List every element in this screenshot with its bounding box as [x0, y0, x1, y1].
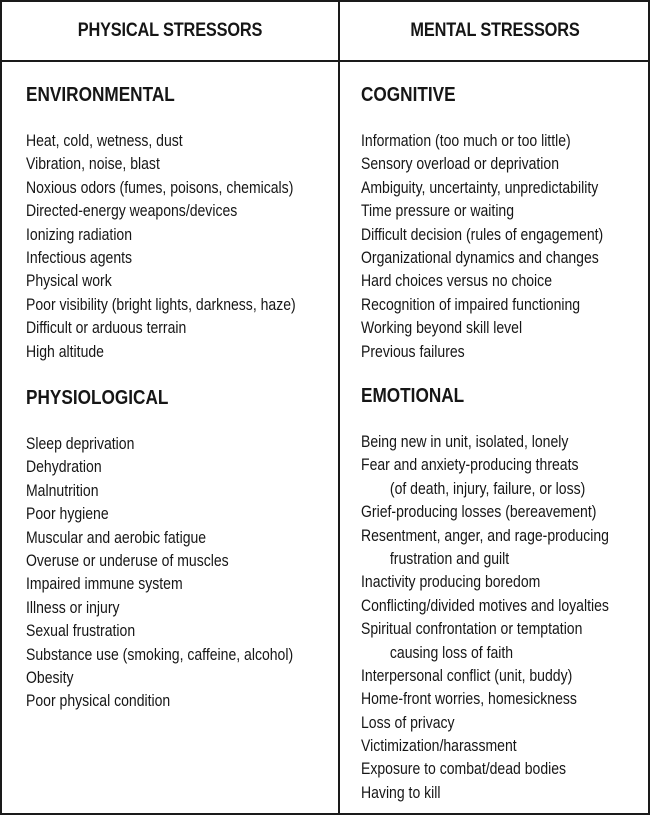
list-item: Substance use (smoking, caffeine, alcohol) — [26, 645, 294, 664]
list-item: Victimization/harassment — [361, 737, 517, 756]
list-item: Information (too much or too little) — [361, 132, 571, 150]
list-item: Poor hygiene — [26, 505, 109, 524]
header-divider — [2, 60, 648, 62]
list-item: Heat, cold, wetness, dust — [26, 132, 183, 150]
list-item: Exposure to combat/dead bodies — [361, 760, 567, 779]
list-item: Having to kill — [361, 783, 441, 802]
list-item: Infectious agents — [26, 248, 133, 267]
environmental-section — [26, 81, 343, 364]
list-item: Grief-producing losses (bereavement) — [361, 503, 597, 522]
list-item: High altitude — [26, 342, 104, 361]
list-item: Sexual frustration — [26, 622, 136, 641]
list-item: Loss of privacy — [361, 713, 455, 732]
mental-stressors-header: MENTAL STRESSORS — [410, 20, 580, 41]
list-item: Spiritual confrontation or temptation — [361, 620, 583, 639]
list-item-continuation: causing loss of faith — [389, 643, 514, 662]
list-item: Conflicting/divided motives and loyalties — [361, 596, 609, 615]
list-item: Poor visibility (bright lights, darkness, haze) — [26, 295, 296, 314]
list-item: Muscular and aerobic fatigue — [26, 528, 207, 547]
list-item: Hard choices versus no choice — [361, 272, 552, 291]
list-item: Difficult or arduous terrain — [26, 319, 187, 338]
list-item: Being new in unit, isolated, lonely — [361, 433, 569, 451]
list-item: Recognition of impaired functioning — [361, 295, 581, 314]
section-title: PHYSIOLOGICAL — [26, 387, 169, 409]
list-item: Fear and anxiety-producing threats — [361, 456, 579, 475]
list-item: Sensory overload or deprivation — [361, 155, 560, 174]
list-item: Noxious odors (fumes, poisons, chemicals) — [26, 178, 294, 197]
section-title: ENVIRONMENTAL — [26, 84, 175, 106]
list-item: Home-front worries, homesickness — [361, 690, 577, 709]
list-item: Ionizing radiation — [26, 225, 133, 244]
list-item: Inactivity producing boredom — [361, 573, 541, 592]
list-item: Ambiguity, uncertainty, unpredictability — [361, 178, 599, 197]
list-item: Impaired immune system — [26, 575, 183, 594]
list-item: Physical work — [26, 272, 112, 291]
list-item: Interpersonal conflict (unit, buddy) — [361, 666, 573, 685]
list-item: Working beyond skill level — [361, 319, 523, 338]
list-item: Difficult decision (rules of engagement) — [361, 225, 604, 244]
list-item: Illness or injury — [26, 598, 120, 617]
list-item: Resentment, anger, and rage-producing — [361, 526, 609, 545]
list-item: Vibration, noise, blast — [26, 155, 160, 174]
section-title: COGNITIVE — [361, 84, 456, 106]
list-item: Obesity — [26, 668, 74, 687]
list-item: Sleep deprivation — [26, 435, 135, 453]
emotional-section — [361, 382, 650, 805]
list-item: Malnutrition — [26, 481, 99, 500]
physical-stressors-header: PHYSICAL STRESSORS — [77, 20, 263, 41]
physiological-section — [26, 384, 340, 714]
list-item-continuation: (of death, injury, failure, or loss) — [389, 479, 586, 498]
list-item: Organizational dynamics and changes — [361, 248, 599, 267]
list-item: Dehydration — [26, 458, 102, 477]
list-item: Directed-energy weapons/devices — [26, 202, 238, 221]
list-item: Overuse or underuse of muscles — [26, 551, 229, 570]
list-item: Previous failures — [361, 342, 465, 361]
cognitive-section — [361, 81, 646, 364]
list-item-continuation: frustration and guilt — [389, 549, 510, 568]
list-item: Poor physical condition — [26, 692, 171, 711]
list-item: Time pressure or waiting — [361, 202, 515, 221]
section-title: EMOTIONAL — [361, 385, 465, 407]
